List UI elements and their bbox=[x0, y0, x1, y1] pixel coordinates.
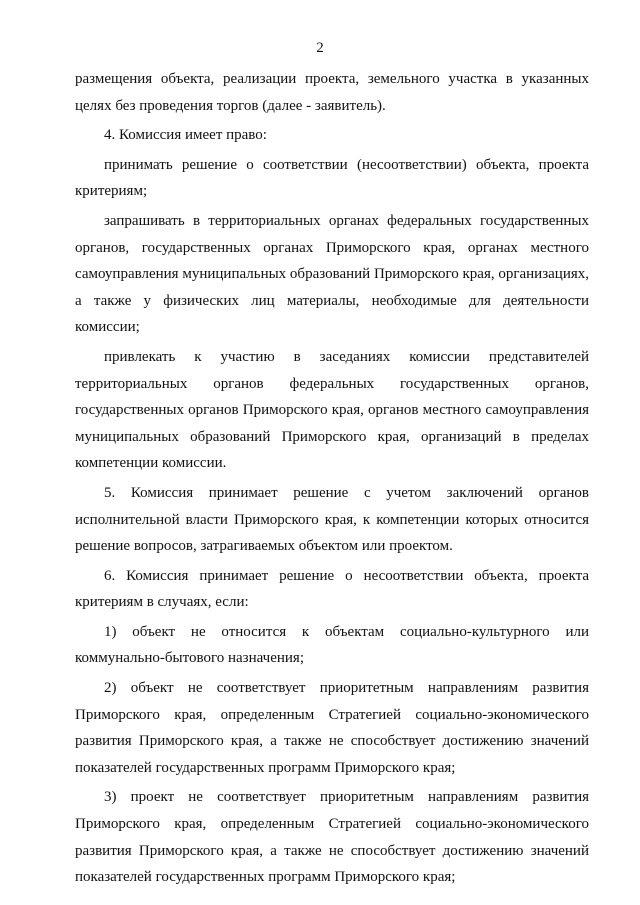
paragraph-right-decide: принимать решение о соответствии (несоответствии) объекта, проекта критериям; bbox=[75, 156, 589, 200]
paragraph-item-4: 4. Комиссия имеет право: bbox=[104, 127, 267, 144]
paragraph-subitem-2: 2) объект не соответствует приоритетным направлениям развития Приморского края, определенным Стратегией социально-экономического развития Приморского края, а также не способствует достижению значений показателей государственных программ Приморского края; bbox=[75, 680, 589, 776]
paragraph-right-involve: привлекать к участию в заседаниях комиссии представителей территориальных органов федеральных государственных органов, государственных органов Приморского края, органов местного самоуправления муниципальных образований Приморского края, организаций в пределах компетенции комиссии. bbox=[75, 348, 589, 472]
paragraph-subitem-3: 3) проект не соответствует приоритетным направлениям развития Приморского края, определенным Стратегией социально-экономического развития Приморского края, а также не способствует достижению значений показателей государственных программ Приморского края; bbox=[75, 789, 589, 886]
page-number: 2 bbox=[316, 40, 324, 56]
document-body bbox=[75, 66, 589, 891]
paragraph-item-6: 6. Комиссия принимает решение о несоответствии объекта, проекта критериям в случаях, если: bbox=[75, 567, 589, 611]
paragraph-right-request: запрашивать в территориальных органах федеральных государственных органов, государственных органах Приморского края, органах местного самоуправления муниципальных образований Приморского края, организациях, а также у физических лиц материалы, необходимые для деятельности комиссии; bbox=[75, 212, 589, 336]
paragraph-item-5: 5. Комиссия принимает решение с учетом заключений органов исполнительной власти Приморского края, к компетенции которых относится решение вопросов, затрагиваемых объектом или проектом. bbox=[75, 484, 589, 555]
paragraph-subitem-1: 1) объект не относится к объектам социально-культурного или коммунально-бытового назначения; bbox=[75, 623, 589, 667]
paragraph-continuation: размещения объекта, реализации проекта, земельного участка в указанных целях без проведения торгов (далее - заявитель). bbox=[75, 71, 589, 114]
